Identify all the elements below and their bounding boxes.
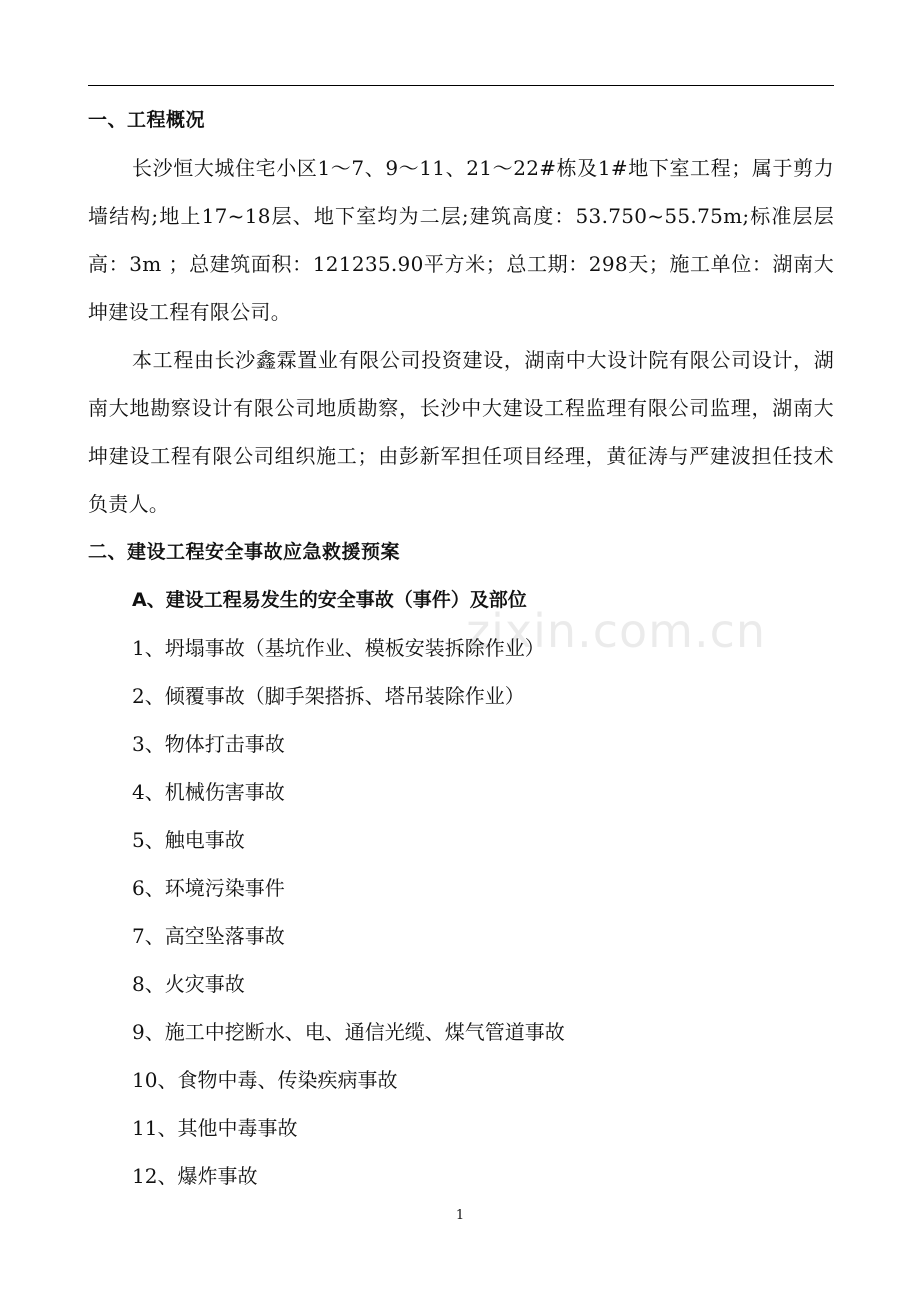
- accident-list-item: 10、食物中毒、传染疾病事故: [132, 1068, 398, 1092]
- section-2a-subheading: A、建设工程易发生的安全事故（事件）及部位: [132, 589, 527, 611]
- watermark: zixin.com.cn: [466, 604, 767, 658]
- accident-list-item: 6、环境污染事件: [132, 876, 285, 900]
- accident-list-item: 11、其他中毒事故: [132, 1116, 298, 1140]
- page-number: 1: [455, 1208, 465, 1223]
- section-1-heading: 一、工程概况: [88, 109, 206, 131]
- document-body: [88, 96, 834, 1200]
- accident-list-item: 8、火灾事故: [132, 972, 245, 996]
- accident-list-item: 1、坍塌事故（基坑作业、模板安装拆除作业）: [132, 636, 545, 660]
- accident-list-item: 2、倾覆事故（脚手架搭拆、塔吊装除作业）: [132, 684, 525, 708]
- accident-list-item: 5、触电事故: [132, 828, 245, 852]
- accident-list-item: 4、机械伤害事故: [132, 780, 285, 804]
- header-rule: [88, 85, 834, 86]
- accident-list-item: 12、爆炸事故: [132, 1164, 258, 1188]
- project-overview-paragraph: 长沙恒大城住宅小区1～7、9～11、21～22#栋及1#地下室工程；属于剪力墙结构;地上17~18层、地下室均为二层;建筑高度：53.750~55.75m;标准层层高：3m ；总建筑面积：121235.90平方米；总工期：298天；施工单位：湖南大坤建设工程有限公司。: [88, 156, 834, 324]
- accident-list-item: 7、高空坠落事故: [132, 924, 285, 948]
- accident-list-item: 3、物体打击事故: [132, 732, 285, 756]
- project-parties-paragraph: 本工程由长沙鑫霖置业有限公司投资建设，湖南中大设计院有限公司设计，湖南大地勘察设计有限公司地质勘察，长沙中大建设工程监理有限公司监理，湖南大坤建设工程有限公司组织施工；由彭新军担任项目经理，黄征涛与严建波担任技术负责人。: [88, 348, 834, 516]
- section-2-heading: 二、建设工程安全事故应急救援预案: [88, 541, 401, 563]
- accident-list-item: 9、施工中挖断水、电、通信光缆、煤气管道事故: [132, 1020, 565, 1044]
